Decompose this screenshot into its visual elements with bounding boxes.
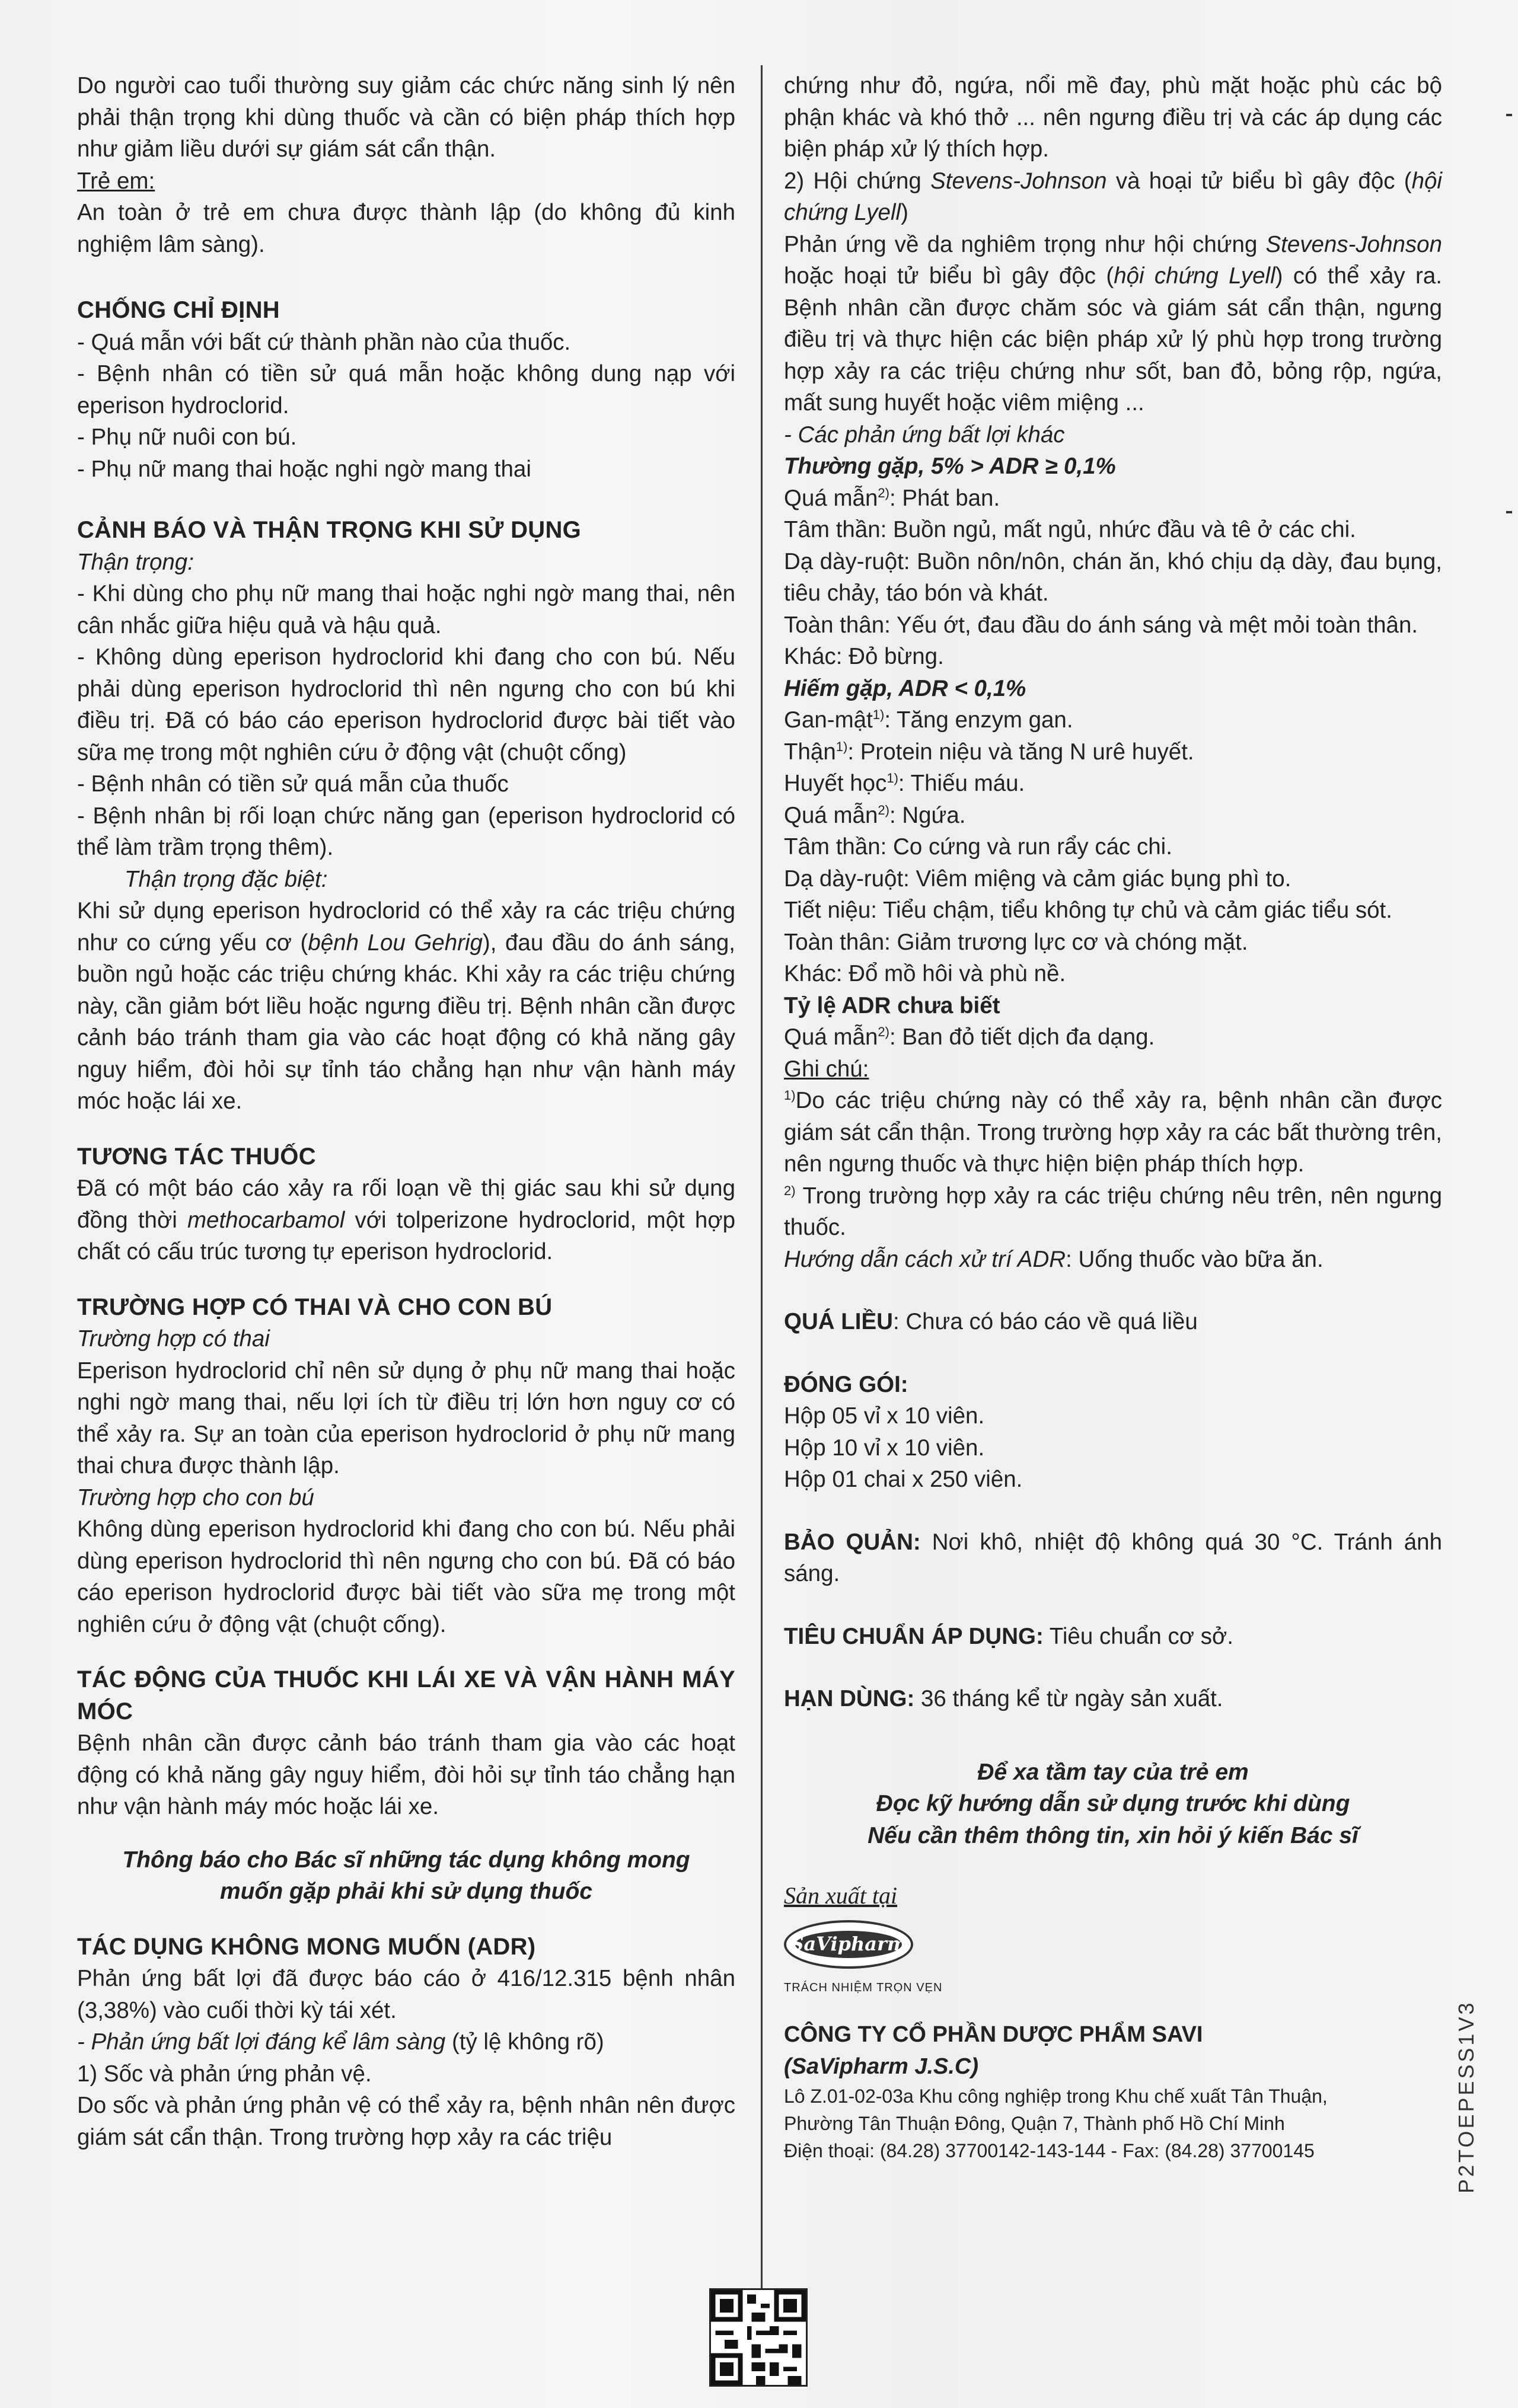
common-item: Dạ dày-ruột: Buồn nôn/nôn, chán ăn, khó chịu dạ dày, đau bụng, tiêu chảy, táo bón và khát. xyxy=(784,548,1442,606)
rare-item: Toàn thân: Giảm trương lực cơ và chóng mặt. xyxy=(784,929,1248,955)
note-2: $^{2)}$ Trong trường hợp xảy ra các triệu chứng nêu trên, nên ngưng thuốc. xyxy=(784,1183,1442,1240)
interactions-title: TƯƠNG TÁC THUỐC xyxy=(77,1143,316,1170)
expiry: HẠN DÙNG: 36 tháng kể từ ngày sản xuất. xyxy=(784,1686,1223,1711)
other-adr-subtitle: - Các phản ứng bất lợi khác xyxy=(784,421,1065,448)
rare-item: Dạ dày-ruột: Viêm miệng và cảm giác bụng phì to. xyxy=(784,866,1291,892)
special-caution-text: Khi sử dụng eperison hydroclorid có thể xảy ra các triệu chứng như co cứng yếu cơ (bệnh Lou Gehrig), đau đầu do ánh sáng, buồn ngủ hoặc các triệu chứng khác. Khi xảy ra các triệu chứng này, cần giảm bớt liều hoặc ngưng điều trị. Bệnh nhân cần được cảnh báo tránh tham gia vào các hoạt động có khả năng gây nguy hiểm, đòi hỏi sự tỉnh táo chẳng hạn như vận hành máy móc hoặc lái xe. xyxy=(77,898,735,1114)
rare-item: Thận$^{1)}$: Protein niệu và tăng N urê huyết. xyxy=(784,739,1194,765)
adr-item-1: 1) Sốc và phản ứng phản vệ. xyxy=(77,2061,372,2087)
note-label: Ghi chú: xyxy=(784,1056,869,1082)
made-in-label: Sản xuất tại xyxy=(784,1882,898,1909)
warning-item: - Bệnh nhân có tiền sử quá mẫn của thuốc xyxy=(77,771,509,797)
common-item: Toàn thân: Yếu ớt, đau đầu do ánh sáng và mệt mỏi toàn thân. xyxy=(784,612,1418,638)
common-item: Tâm thần: Buồn ngủ, mất ngủ, nhức đầu và tê ở các chi. xyxy=(784,517,1356,542)
pregnancy-title: TRƯỜNG HỢP CÓ THAI VÀ CHO CON BÚ xyxy=(77,1294,553,1320)
pack-item: Hộp 10 vỉ x 10 viên. xyxy=(784,1435,985,1461)
right-column xyxy=(784,70,1442,2164)
contra-item: - Phụ nữ mang thai hoặc nghi ngờ mang thai xyxy=(77,456,531,482)
warnings-title: CẢNH BÁO VÀ THẬN TRỌNG KHI SỬ DỤNG xyxy=(77,517,582,543)
unknown-item: Quá mẫn$^{2)}$: Ban đỏ tiết dịch đa dạng. xyxy=(784,1024,1155,1050)
special-caution-subtitle: Thận trọng đặc biệt: xyxy=(125,866,328,892)
contraindications-title: CHỐNG CHỈ ĐỊNH xyxy=(77,297,280,323)
adr-continued-text: chứng như đỏ, ngứa, nổi mề đay, phù mặt hoặc phù các bộ phận khác và khó thở ... nên ngưng điều trị và các áp dụng các biện pháp xử lý thích hợp. xyxy=(784,73,1442,162)
side-code: P2TOEPESS1V3 xyxy=(1454,2000,1478,2193)
logo-caption: TRÁCH NHIỆM TRỌN VẸN xyxy=(784,1981,943,1994)
unknown-title: Tỷ lệ ADR chưa biết xyxy=(784,992,1000,1018)
warning-item: - Không dùng eperison hydroclorid khi đang cho con bú. Nếu phải dùng eperison hydroclorid thì nên ngưng cho con bú khi điều trị. Đã có báo cáo eperison hydroclorid được bài tiết vào sữa mẹ trong một nghiên cứu ở động vật (chuột cống) xyxy=(77,644,735,765)
note-1: $^{1)}$Do các triệu chứng này có thể xảy ra, bệnh nhân cần được giám sát cẩn thận. Trong trường hợp xảy ra các bất thường trên, nên ngưng thuốc và thực hiện biện pháp thích hợp. xyxy=(784,1088,1442,1177)
rare-item: Quá mẫn$^{2)}$: Ngứa. xyxy=(784,802,966,828)
warning-item: - Bệnh nhân bị rối loạn chức năng gan (eperison hydroclorid có thể làm trầm trọng thêm). xyxy=(77,803,735,860)
overdose: QUÁ LIỀU: Chưa có báo cáo về quá liều xyxy=(784,1309,1198,1334)
common-item: Quá mẫn$^{2)}$: Phát ban. xyxy=(784,485,1000,511)
children-label: Trẻ em: xyxy=(77,168,155,194)
packaging-title: ĐÓNG GÓI: xyxy=(784,1371,908,1397)
common-list xyxy=(784,483,1442,673)
pack-item: Hộp 01 chai x 250 viên. xyxy=(784,1467,1023,1492)
elderly-paragraph: Do người cao tuổi thường suy giảm các chức năng sinh lý nên phải thận trọng khi dùng thuốc và cần có biện pháp thích hợp như giảm liều dưới sự giám sát cẩn thận. xyxy=(77,73,735,162)
address-line-1: Lô Z.01-02-03a Khu công nghiệp trong Khu chế xuất Tân Thuận, xyxy=(784,2086,1328,2107)
pack-item: Hộp 05 vỉ x 10 viên. xyxy=(784,1403,985,1429)
contra-item: - Phụ nữ nuôi con bú. xyxy=(77,424,297,450)
notice-line-2: muốn gặp phải khi sử dụng thuốc xyxy=(220,1879,592,1904)
warning-item: - Khi dùng cho phụ nữ mang thai hoặc nghi ngờ mang thai, nên cân nhắc giữa hiệu quả và hậu quả. xyxy=(77,581,735,638)
sj-text: Phản ứng về da nghiêm trọng như hội chứng Stevens-Johnson hoặc hoại tử biểu bì gây độc (hội chứng Lyell) có thể xảy ra. Bệnh nhân cần được chăm sóc và giám sát cẩn thận, ngưng điều trị và thực hiện các biện pháp xử lý phù hợp trong trường hợp xảy ra các triệu chứng như sốt, ban đỏ, bỏng rộp, ngứa, mất sung huyết hoặc viêm miệng ... xyxy=(784,231,1442,416)
column-divider xyxy=(761,65,763,2312)
adr-guide: Hướng dẫn cách xử trí ADR: Uống thuốc vào bữa ăn. xyxy=(784,1246,1324,1272)
rare-item: Huyết học$^{1)}$: Thiếu máu. xyxy=(784,771,1025,796)
driving-title: TÁC ĐỘNG CỦA THUỐC KHI LÁI XE VÀ VẬN HÀNH MÁY MÓC xyxy=(77,1666,735,1724)
contra-item: - Quá mẫn với bất cứ thành phần nào của thuốc. xyxy=(77,329,571,355)
savipharm-logo: SaVipharm xyxy=(784,1920,913,1969)
phone-fax: Điện thoại: (84.28) 37700142-143-144 - Fax: (84.28) 37700145 xyxy=(784,2140,1315,2161)
interactions-text: Đã có một báo cáo xảy ra rối loạn về thị giác sau khi sử dụng đồng thời methocarbamol với tolperizone hydroclorid, một hợp chất có cấu trúc tương tự eperison hydroclorid. xyxy=(77,1176,735,1264)
lactation-subtitle: Trường hợp cho con bú xyxy=(77,1484,314,1510)
driving-text: Bệnh nhân cần được cảnh báo tránh tham gia vào các hoạt động có khả năng gây nguy hiểm, đòi hỏi sự tỉnh táo chẳng hạn như vận hành máy móc hoặc lái xe. xyxy=(77,1730,735,1819)
sj-heading: 2) Hội chứng Stevens-Johnson và hoại tử biểu bì gây độc (hội chứng Lyell) xyxy=(784,168,1442,225)
common-item: Khác: Đỏ bừng. xyxy=(784,644,944,669)
rare-item: Tâm thần: Co cứng và run rẩy các chi. xyxy=(784,834,1172,860)
adr-text: Phản ứng bất lợi đã được báo cáo ở 416/12.315 bệnh nhân (3,38%) vào cuối thời kỳ tái xét. xyxy=(77,1966,735,2023)
company-name: CÔNG TY CỔ PHẦN DƯỢC PHẨM SAVI xyxy=(784,2022,1203,2047)
rare-list xyxy=(784,704,1442,990)
lactation-text: Không dùng eperison hydroclorid khi đang cho con bú. Nếu phải dùng eperison hydroclorid thì nên ngưng cho con bú. Đã có báo cáo eperison hydroclorid được bài tiết vào sữa mẹ trong một nghiên cứu ở động vật (chuột cống). xyxy=(77,1516,735,1637)
standard: TIÊU CHUẨN ÁP DỤNG: Tiêu chuẩn cơ sở. xyxy=(784,1623,1233,1649)
keep-away-warning: Để xa tầm tay của trẻ em xyxy=(977,1759,1249,1785)
pregnancy-text: Eperison hydroclorid chỉ nên sử dụng ở phụ nữ mang thai hoặc nghi ngờ mang thai, nếu lợi ích từ điều trị lớn hơn nguy cơ có thể xảy ra. Sự an toàn của eperison hydroclorid ở phụ nữ mang thai chưa được thành lập. xyxy=(77,1358,735,1478)
storage: BẢO QUẢN: Nơi khô, nhiệt độ không quá 30 °C. Tránh ánh sáng. xyxy=(784,1529,1443,1586)
left-column xyxy=(77,70,735,2153)
qr-code xyxy=(709,2288,808,2387)
children-text: An toàn ở trẻ em chưa được thành lập (do không đủ kinh nghiệm lâm sàng). xyxy=(77,200,735,257)
edge-mark xyxy=(1506,511,1512,513)
adr-item-1-text: Do sốc và phản ứng phản vệ có thể xảy ra, bệnh nhân nên được giám sát cẩn thận. Trong trường hợp xảy ra các triệu xyxy=(77,2093,735,2150)
warnings-subtitle: Thận trọng: xyxy=(77,549,194,575)
rare-item: Gan-mật$^{1)}$: Tăng enzym gan. xyxy=(784,707,1073,733)
adr-title: TÁC DỤNG KHÔNG MONG MUỐN (ADR) xyxy=(77,1933,536,1960)
pregnancy-subtitle: Trường hợp có thai xyxy=(77,1326,270,1352)
rare-item: Tiết niệu: Tiểu chậm, tiểu không tự chủ và cảm giác tiểu sót. xyxy=(784,898,1392,923)
company-short-name: (SaVipharm J.S.C) xyxy=(784,2053,979,2079)
rare-title: Hiếm gặp, ADR < 0,1% xyxy=(784,675,1026,701)
ask-doctor-warning: Nếu cần thêm thông tin, xin hỏi ý kiến Bác sĩ xyxy=(868,1822,1358,1848)
address-line-2: Phường Tân Thuận Đông, Quận 7, Thành phố Hồ Chí Minh xyxy=(784,2113,1285,2134)
read-instructions-warning: Đọc kỹ hướng dẫn sử dụng trước khi dùng xyxy=(876,1791,1350,1816)
common-title: Thường gặp, 5% > ADR ≥ 0,1% xyxy=(784,454,1116,479)
contra-item: - Bệnh nhân có tiền sử quá mẫn hoặc không dung nạp với eperison hydroclorid. xyxy=(77,361,735,419)
notice-line-1: Thông báo cho Bác sĩ những tác dụng không mong xyxy=(122,1847,690,1873)
adr-subtitle: - Phản ứng bất lợi đáng kể lâm sàng (tỷ lệ không rõ) xyxy=(77,2029,604,2055)
edge-mark xyxy=(1506,114,1512,116)
rare-item: Khác: Đổ mồ hôi và phù nề. xyxy=(784,961,1066,986)
